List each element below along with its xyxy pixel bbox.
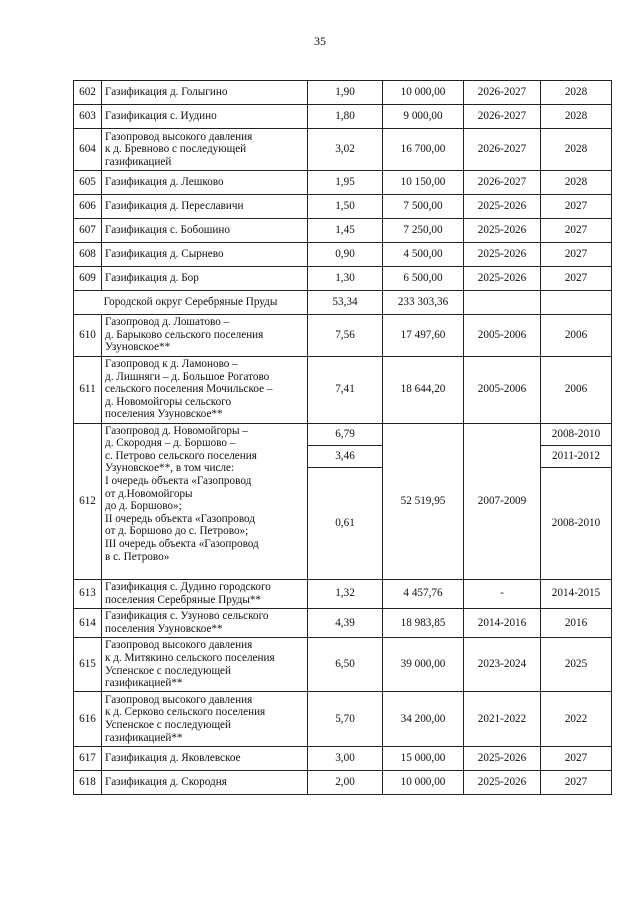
table-row xyxy=(74,746,612,770)
row-length: 3,46 xyxy=(308,445,383,467)
row-period: 2025-2026 xyxy=(464,194,541,218)
row-year: 2027 xyxy=(541,242,612,266)
row-number: 607 xyxy=(74,218,102,242)
row-number: 608 xyxy=(74,242,102,266)
row-period: 2021-2022 xyxy=(464,692,541,746)
row-length: 3,00 xyxy=(308,746,383,770)
row-name: Газификация д. Яковлевское xyxy=(102,746,308,770)
row-name: Газопровод высокого давления к д. Митякино сельского поселения Успенское с последующей газификацией** xyxy=(102,637,308,691)
row-length: 1,45 xyxy=(308,218,383,242)
row-name: Газификация с. Иудино xyxy=(102,105,308,129)
row-cost: 34 200,00 xyxy=(383,692,464,746)
row-length: 0,61 xyxy=(308,467,383,579)
row-period: 2025-2026 xyxy=(464,218,541,242)
row-name: Газопровод высокого давления к д. Серково сельского поселения Успенское с последующей газификацией** xyxy=(102,692,308,746)
row-number: 617 xyxy=(74,746,102,770)
row-period: 2025-2026 xyxy=(464,746,541,770)
row-length: 1,90 xyxy=(308,81,383,105)
table-row xyxy=(74,356,612,423)
row-cost: 17 497,60 xyxy=(383,314,464,356)
row-name: Газификация д. Переславичи xyxy=(102,194,308,218)
row-number: 602 xyxy=(74,81,102,105)
row-number: 603 xyxy=(74,105,102,129)
row-year: 2006 xyxy=(541,314,612,356)
row-period: 2005-2006 xyxy=(464,314,541,356)
row-cost: 52 519,95 xyxy=(383,423,464,579)
row-length: 1,32 xyxy=(308,579,383,608)
group-empty-period xyxy=(464,290,541,314)
row-length: 1,80 xyxy=(308,105,383,129)
row-number: 604 xyxy=(74,129,102,171)
row-year: 2027 xyxy=(541,770,612,794)
row-year: 2027 xyxy=(541,194,612,218)
row-period: 2026-2027 xyxy=(464,81,541,105)
group-empty-year xyxy=(541,290,612,314)
row-number: 609 xyxy=(74,266,102,290)
row-year: 2028 xyxy=(541,81,612,105)
row-number: 616 xyxy=(74,692,102,746)
row-cost: 7 250,00 xyxy=(383,218,464,242)
row-cost: 9 000,00 xyxy=(383,105,464,129)
row-length: 1,95 xyxy=(308,170,383,194)
table-row xyxy=(74,129,612,171)
table-row xyxy=(74,770,612,794)
table-row xyxy=(74,692,612,746)
table-row xyxy=(74,608,612,637)
row-cost: 39 000,00 xyxy=(383,637,464,691)
row-name: Газопровод к д. Ламоново – д. Лишняги – д. Большое Рогатово сельского поселения Мочильское – д. Новомойгоры сельского поселения Узуновское** xyxy=(102,356,308,423)
row-year: 2011-2012 xyxy=(541,445,612,467)
row-number: 606 xyxy=(74,194,102,218)
row-period: 2026-2027 xyxy=(464,105,541,129)
row-cost: 4 457,76 xyxy=(383,579,464,608)
row-number: 611 xyxy=(74,356,102,423)
row-name: Газопровод д. Новомойгоры – д. Скородня – д. Боршово – с. Петрово сельского поселения Узуновское**, в том числе: I очередь объекта «Газопровод от д.Новомойгоры до д. Боршово»; II очередь объекта «Газопровод от д. Боршово до с. Петрово»; III очередь объекта «Газопровод в с. Петрово» xyxy=(102,423,308,579)
row-period: 2007-2009 xyxy=(464,423,541,579)
row-cost: 18 983,85 xyxy=(383,608,464,637)
row-length: 1,30 xyxy=(308,266,383,290)
table-row xyxy=(74,423,612,445)
row-year: 2027 xyxy=(541,266,612,290)
row-period: 2005-2006 xyxy=(464,356,541,423)
row-length: 0,90 xyxy=(308,242,383,266)
row-name: Газификация д. Сырнево xyxy=(102,242,308,266)
row-cost: 15 000,00 xyxy=(383,746,464,770)
row-year: 2016 xyxy=(541,608,612,637)
row-name: Газификация д. Лешково xyxy=(102,170,308,194)
group-row xyxy=(74,290,612,314)
group-cost: 233 303,36 xyxy=(383,290,464,314)
row-name: Газопровод д. Лошатово – д. Барыково сельского поселения Узуновское** xyxy=(102,314,308,356)
table-row xyxy=(74,194,612,218)
group-name: Городской округ Серебряные Пруды xyxy=(74,290,308,314)
table-row xyxy=(74,242,612,266)
row-period: 2025-2026 xyxy=(464,242,541,266)
row-period: 2025-2026 xyxy=(464,266,541,290)
row-year: 2027 xyxy=(541,746,612,770)
table-row xyxy=(74,266,612,290)
row-period: 2025-2026 xyxy=(464,770,541,794)
row-period: - xyxy=(464,579,541,608)
table-row xyxy=(74,170,612,194)
row-year: 2022 xyxy=(541,692,612,746)
table-row xyxy=(74,218,612,242)
row-length: 6,79 xyxy=(308,423,383,445)
table-row xyxy=(74,105,612,129)
row-number: 612 xyxy=(74,423,102,579)
row-length: 1,50 xyxy=(308,194,383,218)
row-length: 6,50 xyxy=(308,637,383,691)
row-length: 2,00 xyxy=(308,770,383,794)
row-year: 2008-2010 xyxy=(541,467,612,579)
row-number: 615 xyxy=(74,637,102,691)
row-name: Газификация д. Бор xyxy=(102,266,308,290)
row-number: 614 xyxy=(74,608,102,637)
row-year: 2028 xyxy=(541,105,612,129)
table-row xyxy=(74,637,612,691)
row-cost: 4 500,00 xyxy=(383,242,464,266)
row-length: 7,56 xyxy=(308,314,383,356)
row-year: 2025 xyxy=(541,637,612,691)
row-number: 610 xyxy=(74,314,102,356)
row-period: 2026-2027 xyxy=(464,129,541,171)
row-length: 5,70 xyxy=(308,692,383,746)
table-body-group xyxy=(74,290,612,314)
row-length: 3,02 xyxy=(308,129,383,171)
row-name: Газификация д. Скородня xyxy=(102,770,308,794)
row-year: 2027 xyxy=(541,218,612,242)
table-row xyxy=(74,579,612,608)
row-year: 2006 xyxy=(541,356,612,423)
table-body-lower xyxy=(74,579,612,794)
table-body-612 xyxy=(74,423,612,579)
row-cost: 7 500,00 xyxy=(383,194,464,218)
row-length: 4,39 xyxy=(308,608,383,637)
row-year: 2014-2015 xyxy=(541,579,612,608)
row-number: 605 xyxy=(74,170,102,194)
row-number: 618 xyxy=(74,770,102,794)
table-row xyxy=(74,314,612,356)
gasification-table xyxy=(73,80,612,795)
row-name: Газификация с. Узуново сельского поселения Узуновское** xyxy=(102,608,308,637)
table-body-upper xyxy=(74,81,612,291)
row-number: 613 xyxy=(74,579,102,608)
row-cost: 10 150,00 xyxy=(383,170,464,194)
row-name: Газификация с. Бобошино xyxy=(102,218,308,242)
row-name: Газификация д. Голыгино xyxy=(102,81,308,105)
table-body-middle xyxy=(74,314,612,423)
row-cost: 6 500,00 xyxy=(383,266,464,290)
group-length: 53,34 xyxy=(308,290,383,314)
page-number: 35 xyxy=(314,34,326,48)
row-cost: 10 000,00 xyxy=(383,81,464,105)
row-period: 2014-2016 xyxy=(464,608,541,637)
table-row xyxy=(74,81,612,105)
row-year: 2028 xyxy=(541,129,612,171)
row-period: 2023-2024 xyxy=(464,637,541,691)
row-period: 2026-2027 xyxy=(464,170,541,194)
row-length: 7,41 xyxy=(308,356,383,423)
row-cost: 10 000,00 xyxy=(383,770,464,794)
row-year: 2028 xyxy=(541,170,612,194)
row-cost: 18 644,20 xyxy=(383,356,464,423)
row-year: 2008-2010 xyxy=(541,423,612,445)
row-name: Газопровод высокого давления к д. Бревново с последующей газификацией xyxy=(102,129,308,171)
row-cost: 16 700,00 xyxy=(383,129,464,171)
row-name: Газификация с. Дудино городского поселения Серебряные Пруды** xyxy=(102,579,308,608)
